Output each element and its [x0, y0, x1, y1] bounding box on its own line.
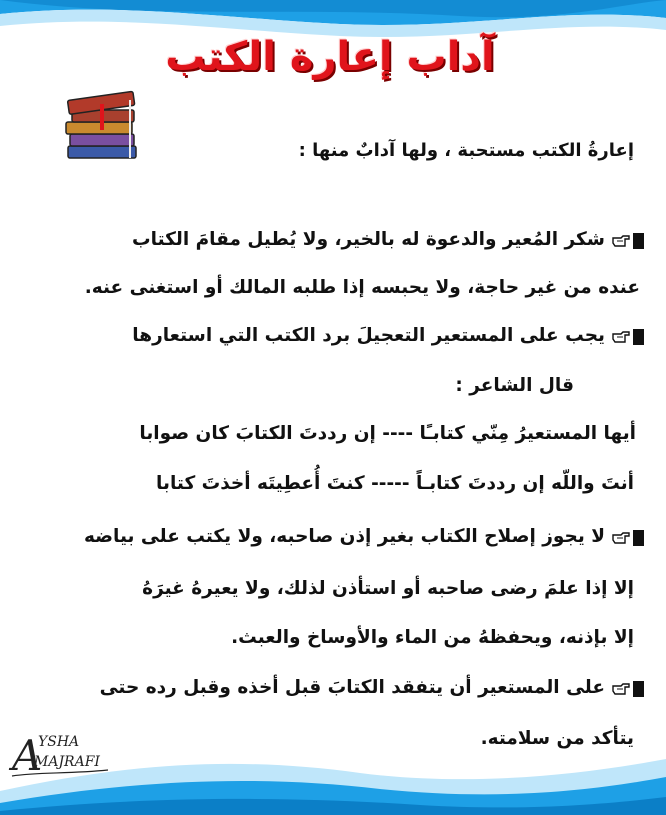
bullet-marker [611, 678, 644, 699]
bullet-line [100, 677, 644, 699]
poem-verse: أيها المستعيرُ مِنّي كتابـًا ---- إن رددتَ الكتابَ كان صوابا [139, 423, 636, 444]
text-line: لا يجوز إصلاح الكتاب بغير إذن صاحبه، ولا يكتب على بياضه [83, 526, 605, 547]
text-line: على المستعير أن يتفقد الكتابَ قبل أخذه وقبل رده حتى [99, 677, 605, 698]
svg-text:MAJRAFI: MAJRAFI [34, 754, 100, 770]
bullet-line [84, 526, 644, 548]
svg-text:YSHA: YSHA [38, 734, 80, 750]
text-line: عنده من غير حاجة، ولا يحبسه إذا طلبه المالك أو استغنى عنه. [84, 277, 640, 298]
intro-line: إعارةُ الكتب مستحبة ، ولها آدابٌ منها : [298, 140, 634, 161]
pointing-hand-icon [611, 530, 631, 546]
text-line: إلا بإذنه، ويحفظهُ من الماء والأوساخ والعبث. [231, 627, 634, 648]
pointing-hand-icon [611, 681, 631, 697]
svg-text:A: A [12, 731, 43, 780]
text-line: إلا إذا علمَ رضى صاحبه أو استأذن لذلك، ولا يعيرهُ غيرَهُ [142, 578, 634, 599]
bullet-line [132, 325, 644, 347]
text-line: قال الشاعر : [455, 375, 574, 396]
poem-verse: أنتَ واللّه إن رددتَ كتابـاً ----- كنتَ أُعطِيتَه أخذتَ كتابا [156, 473, 634, 494]
text-line: يجب على المستعير التعجيلَ برد الكتب التي استعارها [132, 325, 605, 346]
text-line: يتأكد من سلامته. [480, 728, 634, 749]
bullet-line [132, 229, 644, 251]
page-title: آداب إعارة الكتب [165, 34, 495, 80]
signature-logo [8, 726, 118, 782]
pointing-hand-icon [611, 329, 631, 345]
bullet-marker [611, 527, 644, 548]
text-line: شكر المُعير والدعوة له بالخير، ولا يُطيل مقامَ الكتاب [132, 229, 605, 250]
books-stack-icon [60, 82, 150, 164]
pointing-hand-icon [611, 233, 631, 249]
bullet-marker [611, 230, 644, 251]
bullet-marker [611, 326, 644, 347]
